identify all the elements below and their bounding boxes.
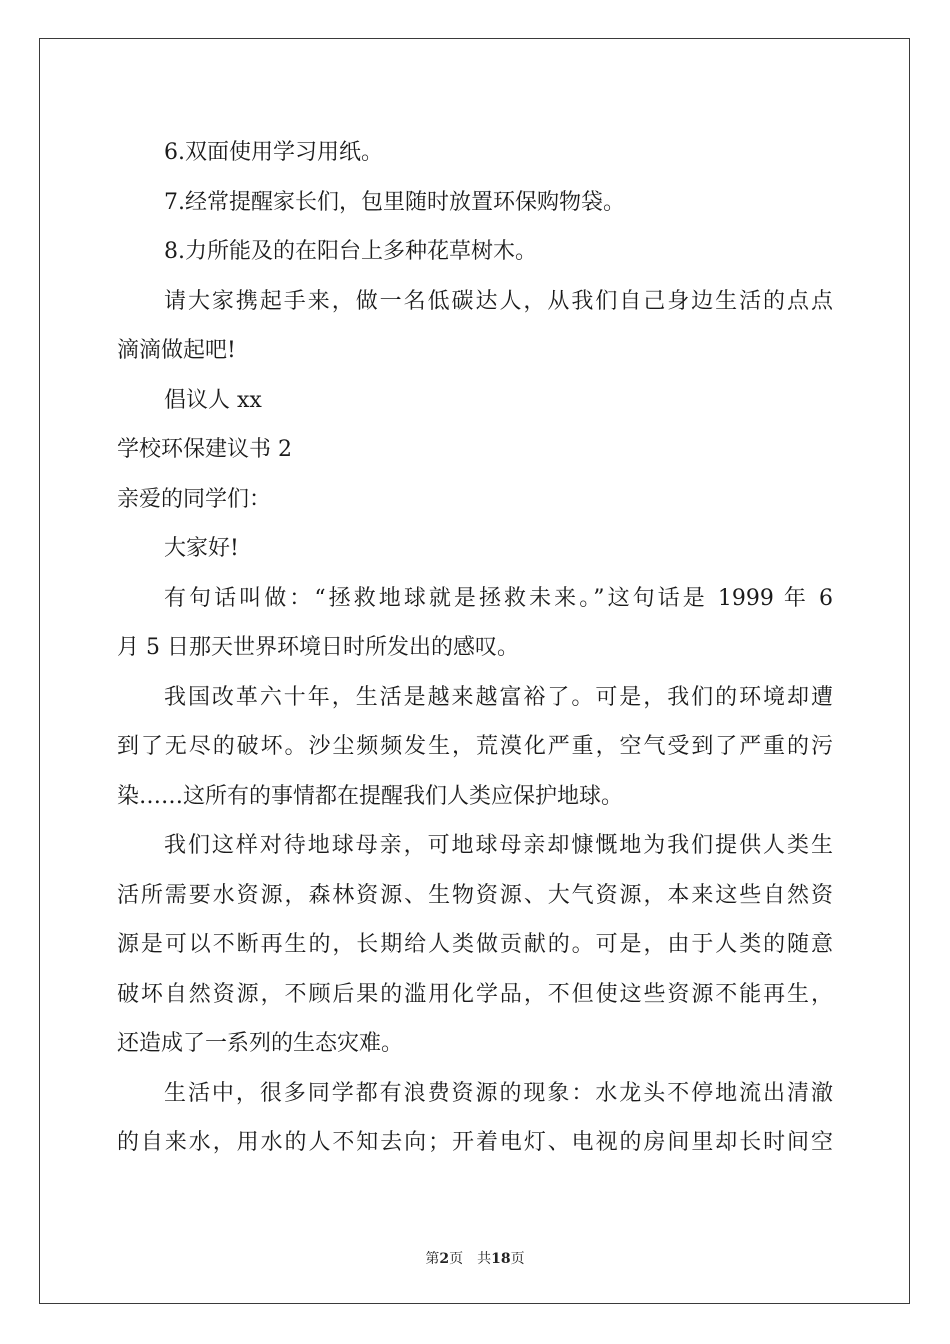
paragraph-line: 还造成了一系列的生态灾难。 [117, 1031, 404, 1056]
page-number: 2 [439, 1251, 450, 1267]
total-suffix: 页 [510, 1251, 525, 1267]
paragraph-line: 染……这所有的事情都在提醒我们人类应保护地球。 [117, 783, 624, 809]
signature-line: 倡议人 xx [164, 387, 262, 413]
paragraph-line: 的自来水，用水的人不知去向；开着电灯、电视的房间里却长时间空 [117, 1130, 833, 1155]
total-pages: 18 [491, 1251, 511, 1267]
page-suffix: 页 [449, 1251, 464, 1267]
document-body [117, 128, 833, 1168]
list-item-6: 6.双面使用学习用纸。 [164, 140, 383, 165]
paragraph-line: 源是可以不断再生的，长期给人类做贡献的。可是，由于人类的随意 [117, 932, 833, 957]
paragraph-line: 活所需要水资源，森林资源、生物资源、大气资源，本来这些自然资 [117, 882, 833, 908]
paragraph-line: 月 5 日那天世界环境日时所发出的感叹。 [117, 635, 519, 660]
section-title: 学校环保建议书 2 [117, 437, 292, 462]
paragraph-line: 我国改革六十年，生活是越来越富裕了。可是，我们的环境却遭 [164, 684, 833, 710]
paragraph-line: 破坏自然资源，不顾后果的滥用化学品，不但使这些资源不能再生， [117, 981, 833, 1007]
page-footer [0, 1248, 950, 1268]
salutation: 亲爱的同学们： [117, 486, 272, 512]
total-prefix: 共 [477, 1251, 492, 1267]
paragraph-line: 滴滴做起吧! [117, 338, 236, 363]
greeting: 大家好! [164, 536, 239, 561]
list-item-7: 7.经常提醒家长们，包里随时放置环保购物袋。 [164, 189, 625, 215]
paragraph-line: 请大家携起手来，做一名低碳达人，从我们自己身边生活的点点 [164, 288, 833, 314]
paragraph-line: 我们这样对待地球母亲，可地球母亲却慷慨地为我们提供人类生 [164, 833, 833, 858]
paragraph-line: 有句话叫做：“拯救地球就是拯救未来。”这句话是 1999 年 6 [164, 585, 833, 611]
page-prefix: 第 [425, 1251, 440, 1267]
paragraph-line: 生活中，很多同学都有浪费资源的现象：水龙头不停地流出清澈 [164, 1080, 833, 1106]
paragraph-line: 到了无尽的破坏。沙尘频频发生，荒漠化严重，空气受到了严重的污 [117, 734, 833, 759]
list-item-8: 8.力所能及的在阳台上多种花草树木。 [164, 239, 537, 264]
